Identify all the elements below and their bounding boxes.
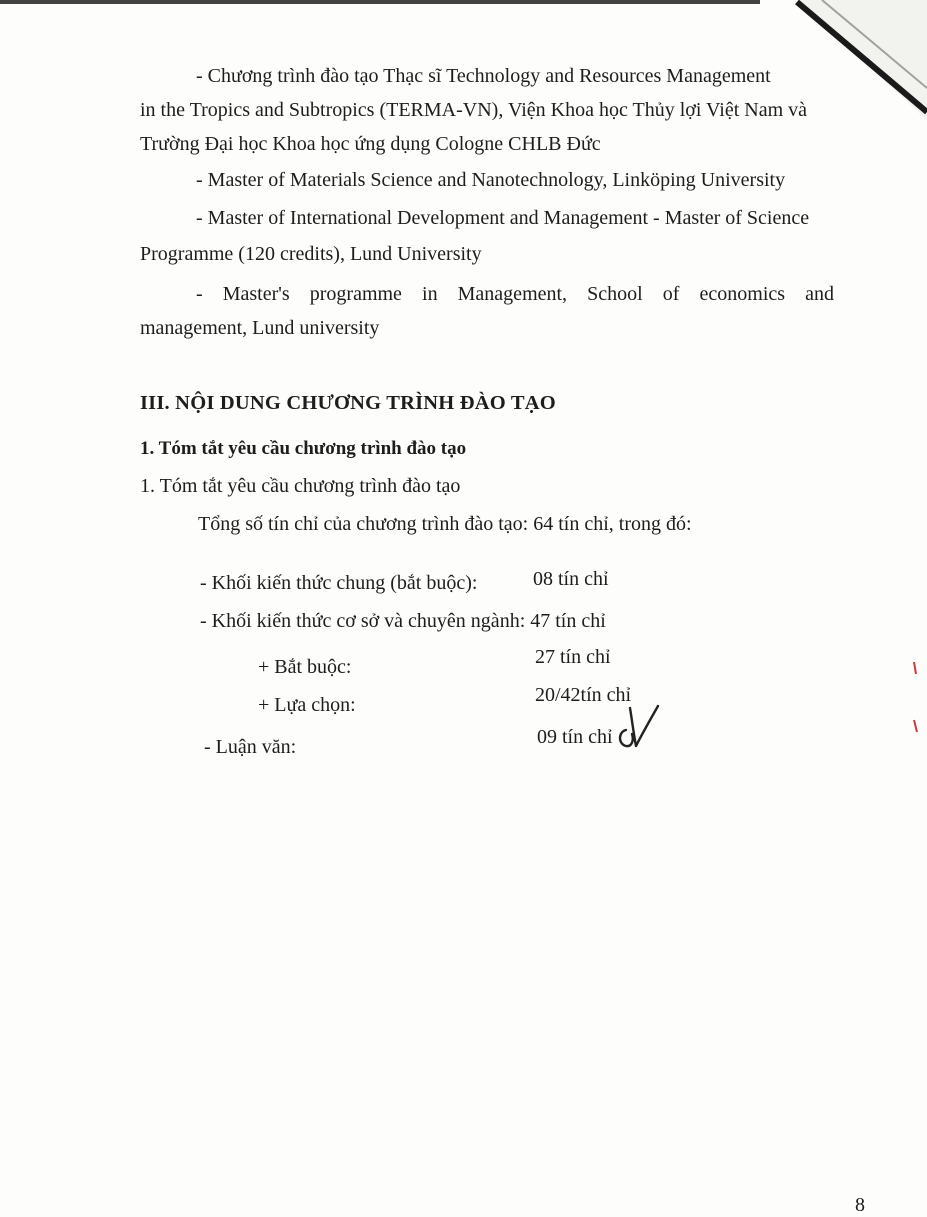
section-title: III. NỘI DUNG CHƯƠNG TRÌNH ĐÀO TẠO bbox=[140, 392, 556, 414]
initials-signature bbox=[612, 700, 660, 756]
subsection-title: 1. Tóm tắt yêu cầu chương trình đào tạo bbox=[140, 438, 467, 459]
program-4-line-1: - Master's programme in Management, School of economics and bbox=[196, 283, 834, 305]
program-1-line-1: - Chương trình đào tạo Thạc sĩ Technology and Resources Management bbox=[196, 65, 771, 87]
credit-row-elective-label: + Lựa chọn: bbox=[258, 694, 356, 716]
credit-row-elective-value: 20/42tín chỉ bbox=[535, 684, 632, 706]
program-4-line-2: management, Lund university bbox=[140, 317, 380, 339]
credit-row-required-label: + Bắt buộc: bbox=[258, 656, 352, 678]
page-number: 8 bbox=[855, 1194, 865, 1216]
scan-edge bbox=[0, 0, 760, 4]
program-3-line-1: - Master of International Development and Management - Master of Science bbox=[196, 207, 810, 229]
credit-row-core-label: - Khối kiến thức cơ sở và chuyên ngành: 47 tín chỉ bbox=[200, 610, 606, 632]
scan-mark bbox=[908, 660, 920, 740]
program-3-line-2: Programme (120 credits), Lund University bbox=[140, 243, 482, 265]
program-1-line-3: Trường Đại học Khoa học ứng dụng Cologne CHLB Đức bbox=[140, 133, 601, 155]
credit-row-general-label: - Khối kiến thức chung (bắt buộc): bbox=[200, 572, 478, 594]
credit-row-thesis-label: - Luận văn: bbox=[204, 736, 297, 758]
program-2-line-1: - Master of Materials Science and Nanotechnology, Linköping University bbox=[196, 169, 786, 191]
credit-row-general-value: 08 tín chỉ bbox=[533, 568, 609, 590]
credit-row-required-value: 27 tín chỉ bbox=[535, 646, 611, 668]
total-credits: Tổng số tín chỉ của chương trình đào tạo: 64 tín chỉ, trong đó: bbox=[198, 513, 692, 535]
program-1-line-2: in the Tropics and Subtropics (TERMA-VN), Viện Khoa học Thủy lợi Việt Nam và bbox=[140, 99, 808, 121]
subsection-repeat: 1. Tóm tắt yêu cầu chương trình đào tạo bbox=[140, 475, 461, 497]
credit-row-thesis-value: 09 tín chỉ bbox=[537, 726, 613, 748]
